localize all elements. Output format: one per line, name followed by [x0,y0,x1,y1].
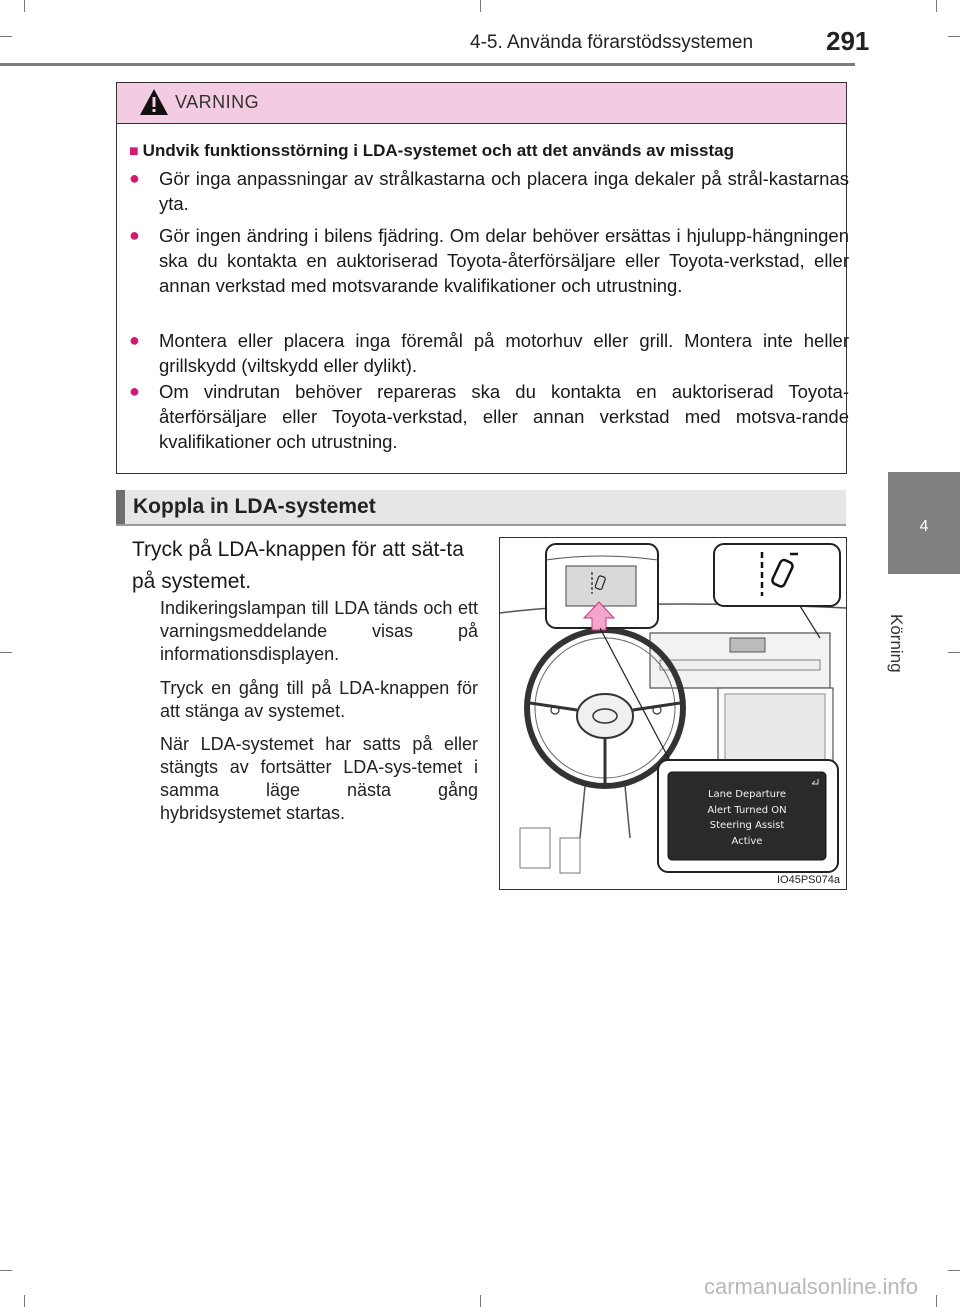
warning-item [129,166,849,216]
page-number: 291 [826,26,870,56]
instruction-lead: Tryck på LDA-knappen för att sät-ta på systemet. [132,538,464,593]
crop-mark [480,1295,481,1307]
crop-mark [0,36,12,37]
instruction-paragraph: När LDA-systemet har satts på eller stängts av fortsätter LDA-sys-temet i samma läge nästa gång hybridsystemet startas. [160,734,478,823]
warning-header [117,83,846,124]
square-bullet-icon: ■ [129,143,139,160]
warning-label: VARNING [175,92,260,112]
warning-box [116,82,847,474]
bullet-dot-icon: ● [129,225,140,245]
display-line: Active [731,835,763,847]
bullet-dot-icon: ● [129,381,140,401]
crop-mark [0,652,12,653]
crop-mark [936,1295,937,1307]
bullet-dot-icon: ● [129,330,140,350]
display-line: Steering Assist [709,820,785,831]
warning-item [129,223,849,323]
warning-item-text: Gör ingen ändring i bilens fjädring. Om delar behöver ersättas i hjulupp-hängningen ska du kontakta en auktoriserad Toyota-återförsäljare eller Toyota-verkstad, eller annan verkstad med motsvarande kvalifikationer och utrustning. [159,225,849,296]
display-line: Lane Departure [707,789,787,800]
crop-mark [0,1270,12,1271]
running-header-title: 4-5. Använda förarstödssystemen [470,32,754,53]
warning-item-text: Om vindrutan behöver repareras ska du kontakta en auktoriserad Toyota-återförsäljare eller Toyota-verkstad, eller annan verkstad med motsva-rande kvalifikationer och utrustning. [159,381,849,452]
header-divider [0,63,855,66]
section-heading-bar [116,490,846,526]
warning-heading-text: Undvik funktionsstörning i LDA-systemet och att det används av misstag [142,141,735,160]
instruction-paragraph: Indikeringslampan till LDA tänds och ett varningsmeddelande visas på informationsdisplayen. [160,598,478,664]
watermark: carmanualsonline.info [704,1274,919,1299]
display-message [668,787,826,849]
chapter-tab [888,472,960,574]
section-title: Koppla in LDA-systemet [133,495,376,518]
warning-heading [129,141,839,161]
crop-mark [24,0,25,12]
crop-mark [948,1270,960,1271]
instruction-paragraph: Tryck en gång till på LDA-knappen för att stänga av systemet. [160,678,478,721]
warning-item [129,379,849,454]
crop-mark [948,36,960,37]
display-line: Alert Turned ON [707,804,787,816]
warning-item [129,328,849,378]
dashboard-illustration [499,537,847,890]
crop-mark [948,652,960,653]
warning-item-text: Montera eller placera inga föremål på motorhuv eller grill. Montera inte heller grillskydd (viltskydd eller dylikt). [159,330,849,376]
figure-code: IO45PS074a [777,874,840,886]
crop-mark [936,0,937,12]
bullet-dot-icon: ● [129,168,140,188]
warning-triangle-icon [139,88,169,116]
chapter-label: Körning [887,614,906,673]
chapter-label-box [886,614,926,673]
crop-mark [24,1295,25,1307]
crop-mark [480,0,481,12]
section-accent [116,490,125,524]
warning-item-text: Gör inga anpassningar av strålkastarna och placera inga dekaler på strål-kastarnas yta. [159,168,849,214]
chapter-number: 4 [919,518,929,535]
